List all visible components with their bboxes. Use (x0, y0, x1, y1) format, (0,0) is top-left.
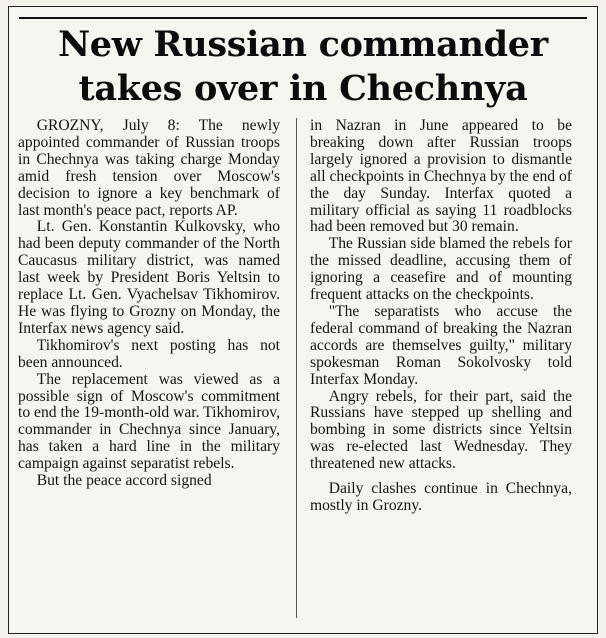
paragraph-continued: in Nazran in June appeared to be breaking down after Russian troops largely ignored a provision to dismantle all checkpoints in Chechnya by the end of the day Sunday. Interfax quoted a military official as saying 11 roadblocks had been removed but 30 remain. (310, 118, 572, 236)
headline-line-2: takes over in Chechnya (78, 68, 528, 109)
left-column (18, 118, 280, 626)
paragraph: Angry rebels, for their part, said the Russians have stepped up shelling and bombing in some districts since Yeltsin was re-elected last Wednesday. They threatened new attacks. (310, 387, 572, 473)
top-rule (19, 17, 587, 19)
paragraph: Daily clashes continue in Chechnya, mostly in Grozny. (310, 480, 572, 514)
headline (19, 23, 587, 111)
paragraph: "The separatists who accuse the federal command of breaking the Nazran accords are themselves guilty," military spokesman Roman Sokolvosky told Interfax Monday. (310, 302, 572, 388)
paragraph: The replacement was viewed as a possible sign of Moscow's commitment to end the 19-month-old war. Tikhomirov, commander in Chechnya since January, has taken a hard line in the military campaign against separatist rebels. (18, 370, 280, 473)
headline-line-1: New Russian commander (58, 24, 548, 65)
paragraph: Tikhomirov's next posting has not been announced. (18, 336, 280, 371)
column-divider (296, 118, 297, 618)
paragraph: Lt. Gen. Konstantin Kulkovsky, who had been deputy commander of the North Caucasus military district, was named last week by President Boris Yeltsin to replace Lt. Gen. Vyachelsav Tikhomirov. He was flying to Grozny on Monday, the Interfax news agency said. (18, 218, 280, 337)
right-column (310, 118, 572, 626)
paragraph: GROZNY, July 8: The newly appointed commander of Russian troops in Chechnya was taking charge Monday amid fresh tension over Moscow's decision to ignore a key benchmark of last month's peace pact, reports AP. (18, 118, 280, 219)
paragraph: The Russian side blamed the rebels for the missed deadline, accusing them of ignoring a ceasefire and of mounting frequent attacks on the checkpoints. (310, 235, 572, 304)
paragraph: But the peace accord signed (36, 472, 212, 490)
